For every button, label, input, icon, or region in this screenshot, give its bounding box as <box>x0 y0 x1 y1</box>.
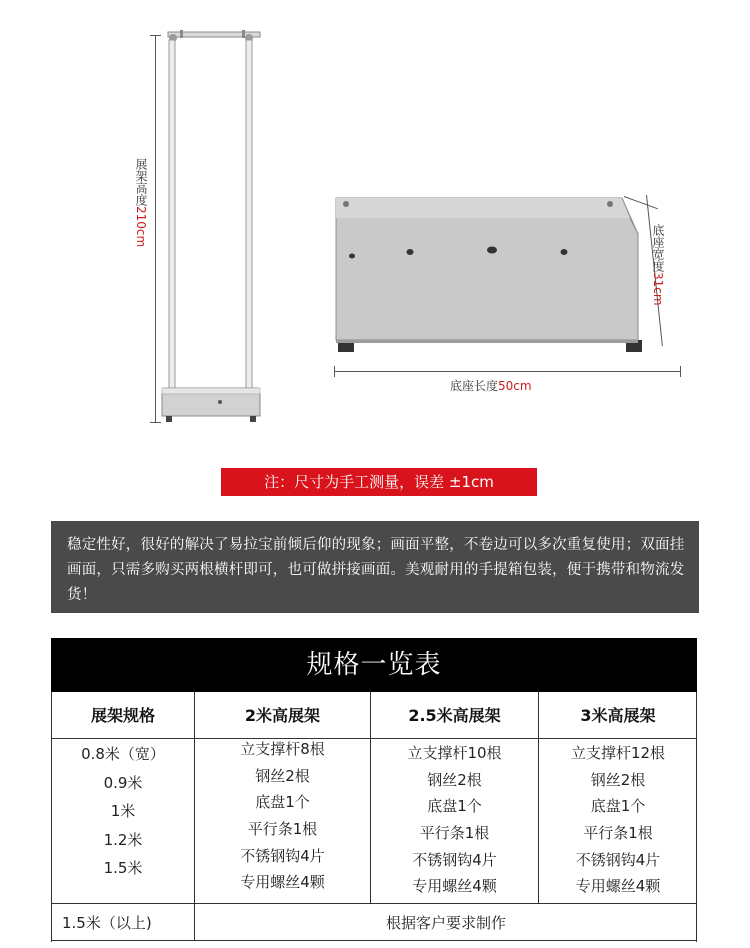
footer-size: 1.5米（以上) <box>62 914 152 932</box>
list-item: 1.5米 <box>103 859 143 877</box>
list-item: 平行条1根 <box>247 820 318 839</box>
product-description: 稳定性好，很好的解决了易拉宝前倾后仰的现象；画面平整，不卷边可以多次重复使用；双面挂画面，只需多购买两根横杆即可，也可做拼接画面。美观耐用的手提箱包装，便于携带和物流发货！ <box>51 521 699 613</box>
table-divider <box>52 738 696 739</box>
product-illustration <box>0 0 750 450</box>
list-item: 平行条1根 <box>583 824 653 843</box>
list-item: 专用螺丝4颗 <box>412 877 497 896</box>
list-item: 专用螺丝4颗 <box>575 877 661 896</box>
header-2-5m: 2.5米高展架 <box>408 706 501 725</box>
length-dimension-line <box>334 371 681 372</box>
spec-table-title: 规格一览表 <box>51 638 697 692</box>
height-dimension-label: 展架高度210cm <box>134 158 148 248</box>
base-plate-image <box>330 190 660 365</box>
header-spec: 展架规格 <box>90 706 155 725</box>
list-item: 立支撑杆8根 <box>240 740 325 758</box>
list-item: 0.8米（宽） <box>81 745 165 763</box>
length-dimension-tick-right <box>680 366 681 377</box>
list-item: 不锈钢钩4片 <box>240 846 325 865</box>
list-item: 钢丝2根 <box>590 770 646 789</box>
height-dimension-line <box>155 35 156 423</box>
list-item: 专用螺丝4颗 <box>240 873 325 892</box>
table-divider <box>52 903 696 904</box>
list-item: 钢丝2根 <box>255 766 310 785</box>
list-item: 1米 <box>110 802 136 820</box>
spec-table <box>51 692 697 942</box>
list-item: 平行条1根 <box>419 824 490 843</box>
footer-custom-note: 根据客户要求制作 <box>385 914 506 932</box>
list-item: 0.9米 <box>103 773 143 792</box>
display-stand-image <box>160 28 270 428</box>
size-list <box>52 740 194 883</box>
list-item: 不锈钢钩4片 <box>412 850 497 869</box>
header-2m: 2米高展架 <box>244 706 321 725</box>
width-dimension-label: 底座宽度31cm <box>651 224 665 306</box>
list-item: 不锈钢钩4片 <box>575 850 661 869</box>
list-item: 底盘1个 <box>255 793 310 812</box>
list-item: 1.2米 <box>103 830 143 849</box>
length-dimension-label: 底座长度50cm <box>450 379 532 393</box>
contents-2-5m-list <box>371 740 538 900</box>
length-dimension-tick-left <box>334 366 335 377</box>
contents-3m-list <box>539 740 697 900</box>
list-item: 立支撑杆10根 <box>407 744 502 762</box>
list-item: 底盘1个 <box>427 797 482 816</box>
list-item: 钢丝2根 <box>427 770 482 789</box>
list-item: 立支撑杆12根 <box>570 744 666 762</box>
contents-2m-list <box>195 736 370 896</box>
header-3m: 3米高展架 <box>580 706 656 725</box>
measurement-note: 注：尺寸为手工测量，误差 ±1cm <box>221 468 537 496</box>
list-item: 底盘1个 <box>590 797 646 816</box>
